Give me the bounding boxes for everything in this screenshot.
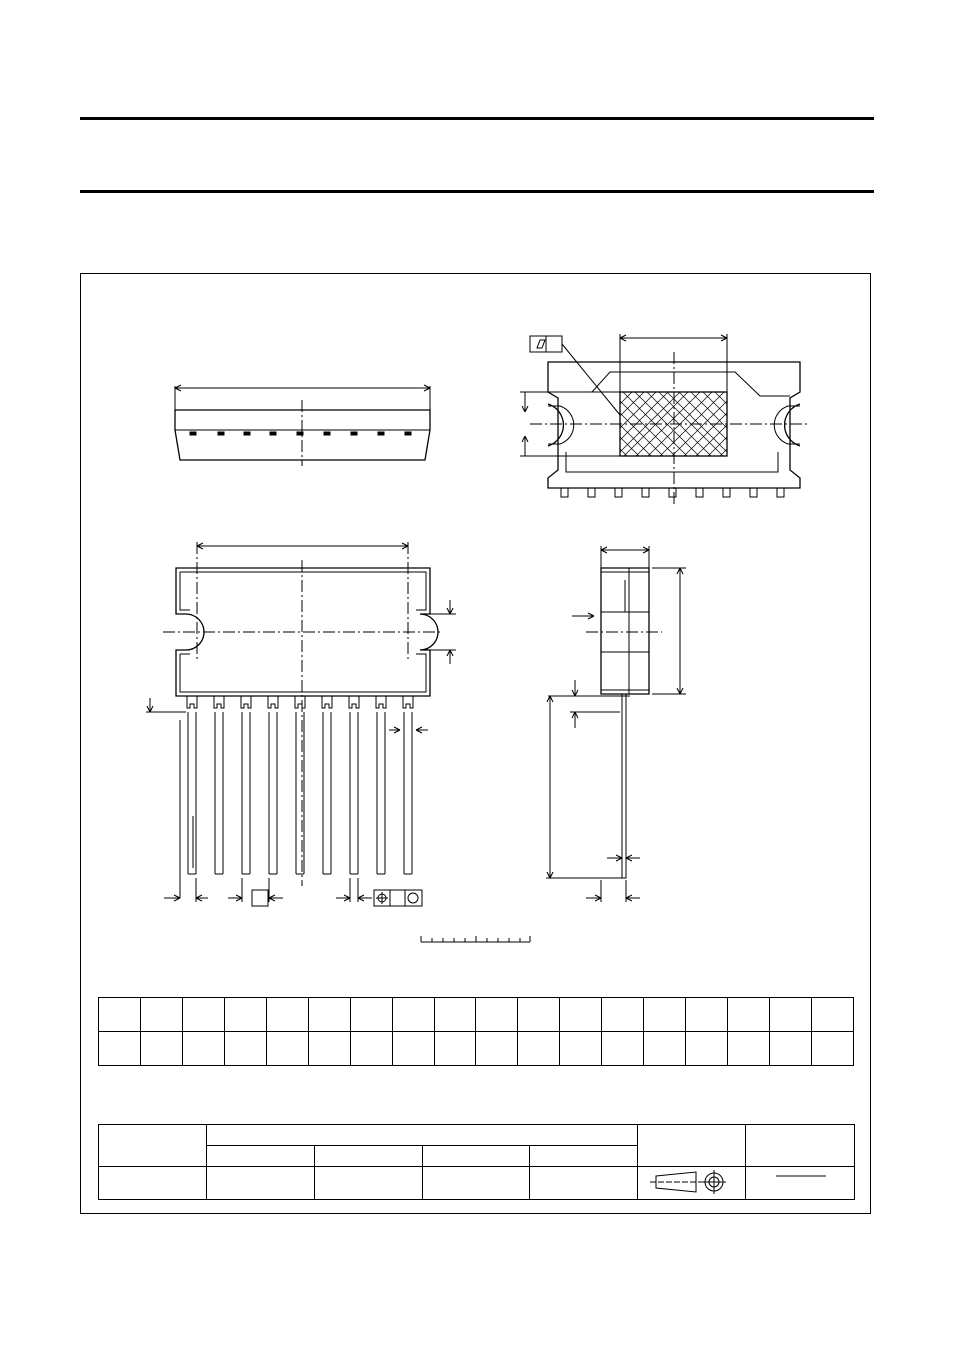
- outline-version-cell: [99, 1125, 207, 1167]
- top-view-pin-stubs: [190, 432, 411, 435]
- front-view-pins: [187, 696, 413, 874]
- scale-bar: [421, 936, 530, 942]
- blank-value-cell: [530, 1167, 638, 1200]
- projection-header-cell: [638, 1125, 746, 1167]
- top-view: [175, 385, 430, 466]
- issue-date-value-cell: [746, 1167, 855, 1200]
- table-row: [99, 998, 854, 1032]
- table-row: [99, 1167, 855, 1200]
- reference-iec-cell: [207, 1146, 315, 1167]
- dimensions-table: [98, 997, 854, 1066]
- projection-symbol-cell: [638, 1167, 746, 1200]
- reference-jedec-cell: [315, 1146, 423, 1167]
- iec-value-cell: [207, 1167, 315, 1200]
- reference-jeita-cell: [423, 1146, 530, 1167]
- issue-date-header-cell: [746, 1125, 855, 1167]
- front-view: [146, 542, 456, 906]
- bottom-view: [520, 334, 808, 506]
- references-header-cell: [207, 1125, 638, 1146]
- outline-version-value-cell: [99, 1167, 207, 1200]
- reference-blank-cell: [530, 1146, 638, 1167]
- outline-version-table: [98, 1124, 855, 1200]
- position-tolerance-frame: [374, 890, 422, 906]
- side-view: [546, 546, 686, 902]
- jeita-value-cell: [423, 1167, 530, 1200]
- bottom-view-pin-stubs: [561, 488, 784, 497]
- table-row: [99, 1032, 854, 1066]
- jedec-value-cell: [315, 1167, 423, 1200]
- table-row: [99, 1125, 855, 1146]
